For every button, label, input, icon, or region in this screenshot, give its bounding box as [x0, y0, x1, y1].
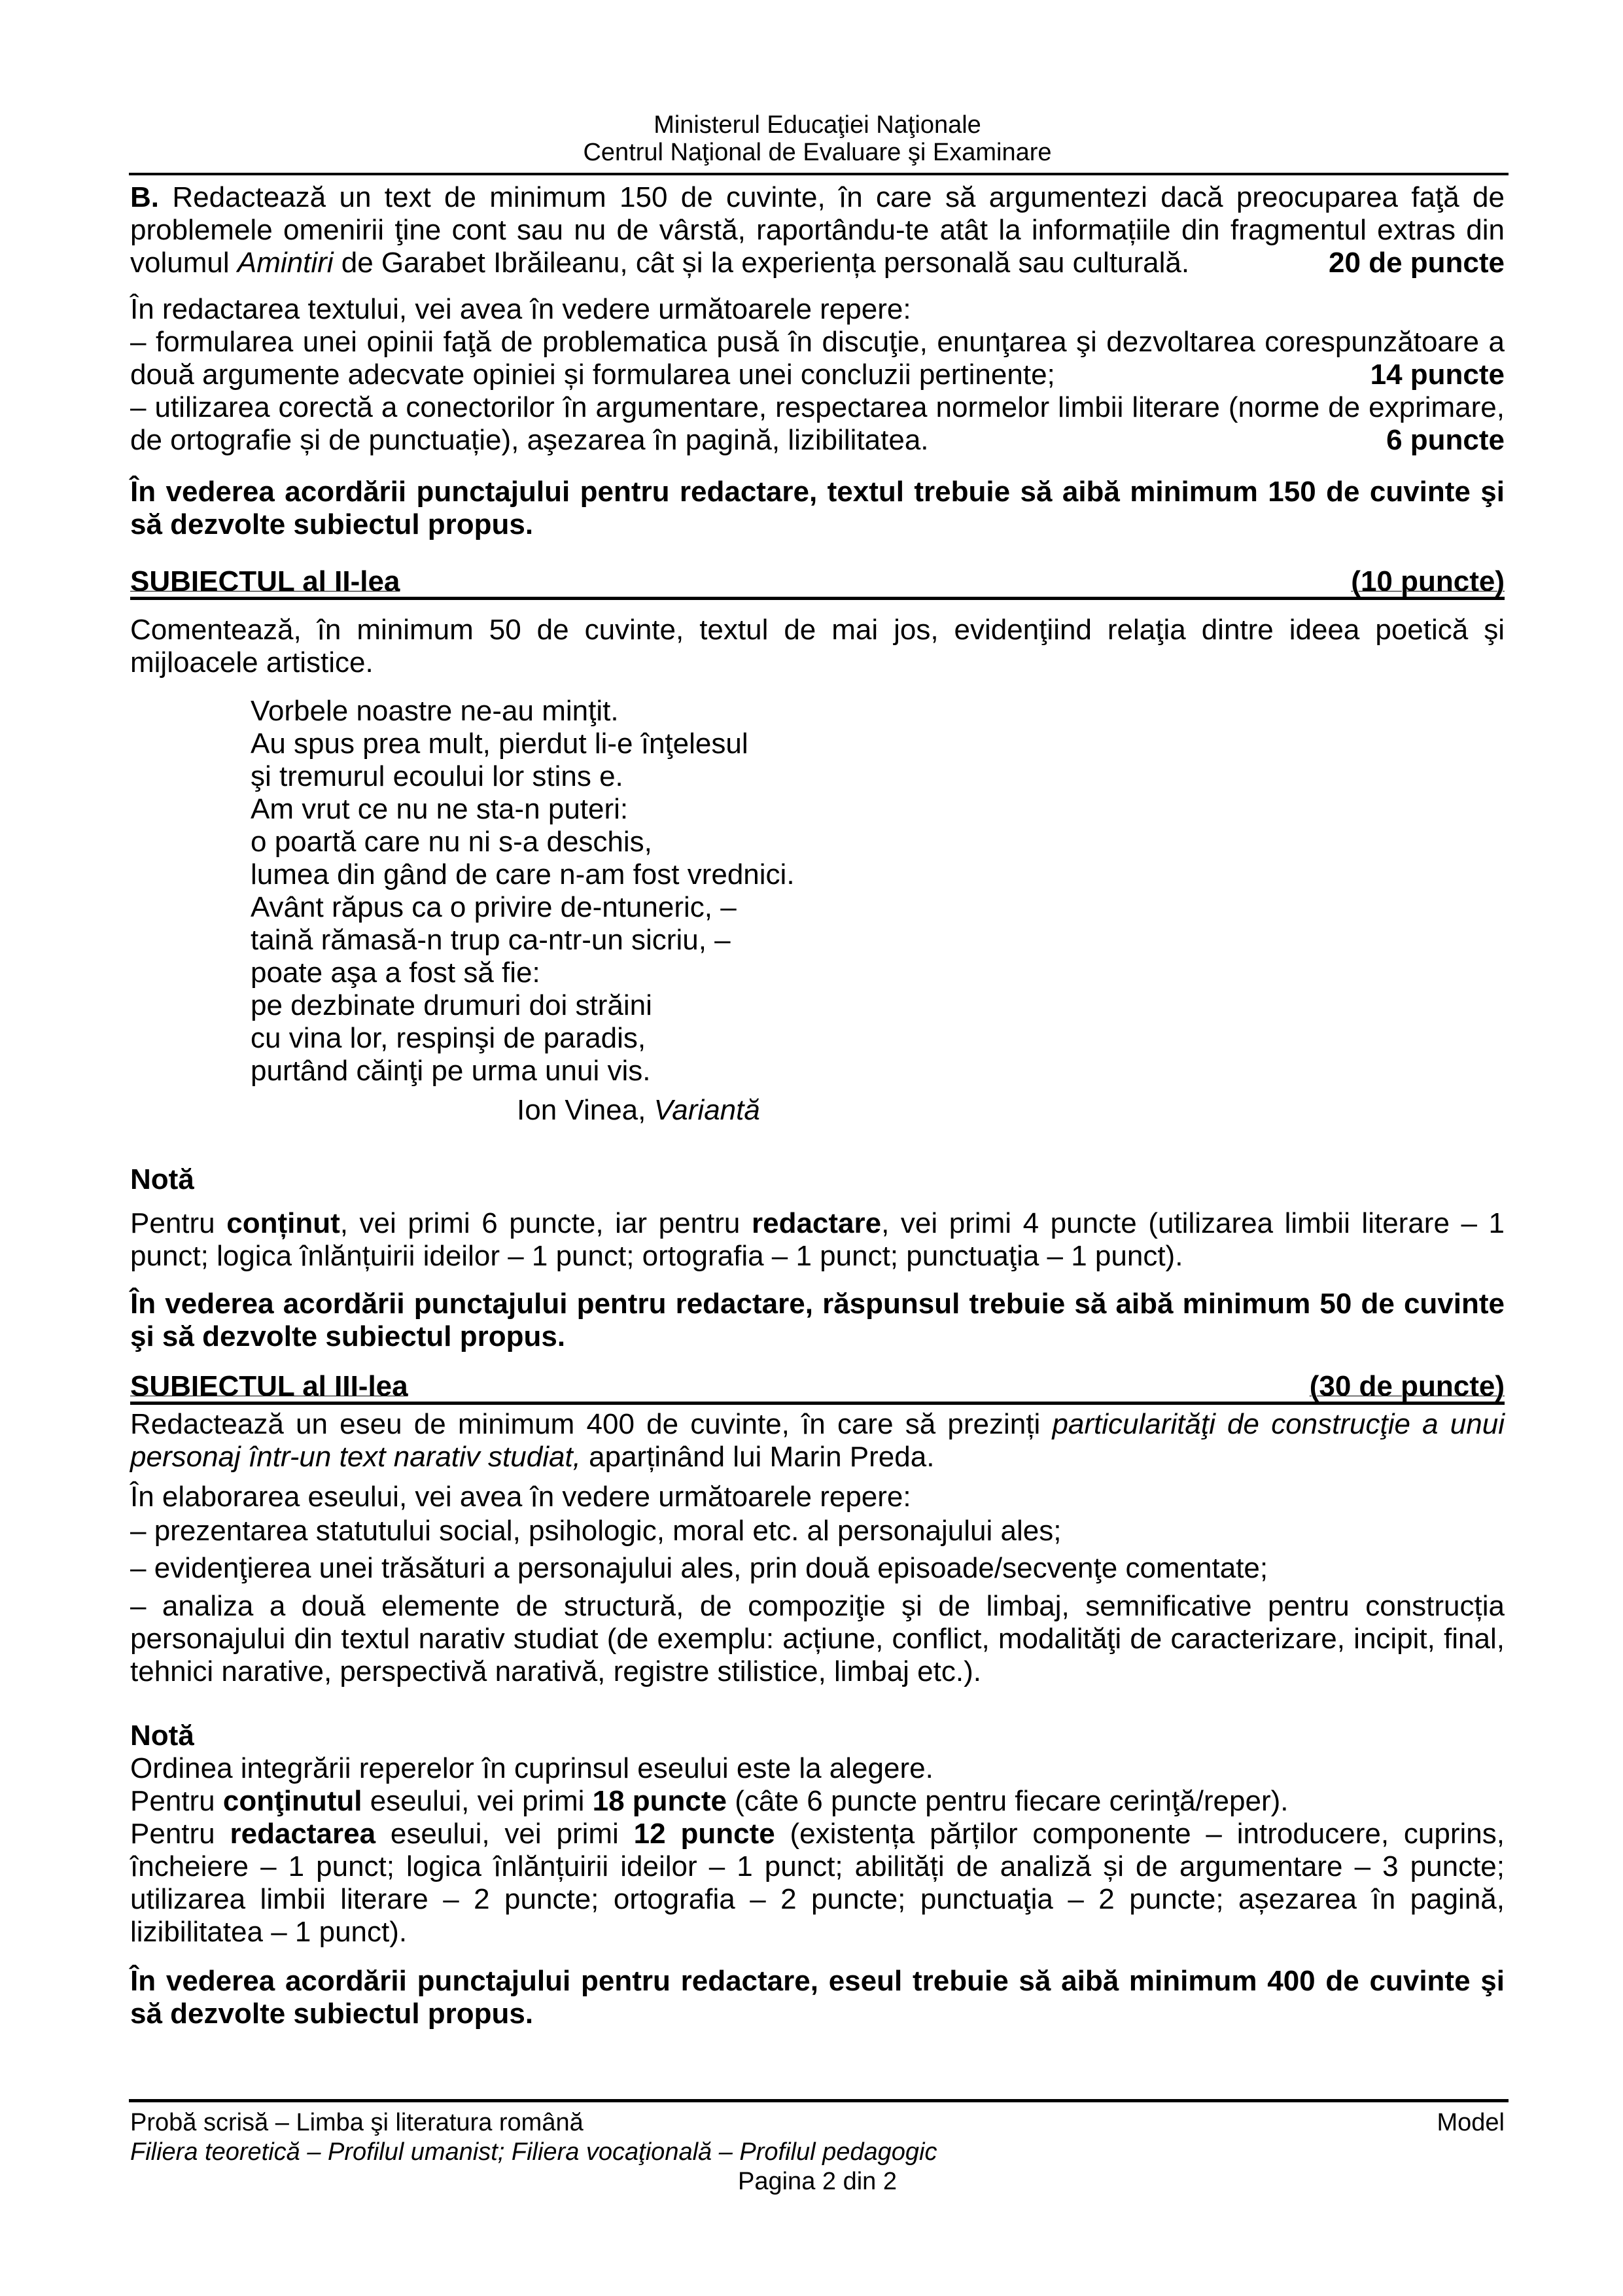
subject-2-requirement: În vederea acordării punctajului pentru redactare, răspunsul trebuie să aibă minimum 50 de cuvinte şi să dezvolte subiectul propus. — [130, 1288, 1505, 1352]
subject-2-title: SUBIECTUL al II-lea — [130, 565, 400, 597]
poem-line: o poartă care nu ni s-a deschis, — [251, 826, 652, 858]
subject-2-points: (10 puncte) — [1351, 565, 1505, 597]
part-b-requirement: În vederea acordării punctajului pentru redactare, textul trebuie să aibă minimum 150 de cuvinte şi să dezvolte subiectul propus. — [130, 476, 1505, 540]
part-b-points: 20 de puncte — [1329, 247, 1505, 279]
variant-label: Model — [1437, 2109, 1505, 2136]
poem-line: lumea din gând de care n-am fost vrednici. — [251, 858, 795, 891]
subject-3-points: (30 de puncte) — [1309, 1370, 1505, 1402]
subject-3-requirement: În vederea acordării punctajului pentru redactare, eseul trebuie să aibă minimum 400 de cuvinte şi să dezvolte subiectul propus. — [130, 1965, 1505, 2030]
poem-line: poate aşa a fost să fie: — [251, 957, 540, 989]
track-info: Filiera teoretică – Profilul umanist; Filiera vocaţională – Profilul pedagogic — [130, 2138, 937, 2166]
subject-2-note-title: Notă — [130, 1163, 194, 1195]
poem-line: taină rămasă-n trup ca-ntr-un sicriu, – — [251, 924, 731, 956]
poem-attribution — [517, 1094, 760, 1127]
part-b-prompt: B. Redactează un text de minimum 150 de cuvinte, în care să argumentezi dacă preocuparea faţă de problemele omenirii ţine cont sau nu de vârstă, raportându-te atât la informațiile din fragmentul extras din volumul Amintiri de Garabet Ibrăileanu, cât și la experiența personală sau culturală. 20 de puncte — [130, 181, 1505, 279]
poem-line: şi tremurul ecoului lor stins e. — [251, 760, 623, 792]
book-title: Amintiri — [237, 247, 334, 279]
part-b-criterion-1: – formularea unei opinii faţă de problematica pusă în discuţie, enunţarea şi dezvoltarea corespunzătoare a două argumente adecvate opiniei și formularea unei concluzii pertinente; 14 puncte — [130, 326, 1505, 391]
part-b-criterion-2: – utilizarea corectă a conectorilor în argumentare, respectarea normelor limbii literare (norme de exprimare, de ortografie și de punctuație), aşezarea în pagină, lizibilitatea. 6 puncte — [130, 391, 1505, 456]
subject-3-note-content: Pentru conţinutul eseului, vei primi 18 puncte (câte 6 puncte pentru fiecare cerinţă/reper). — [130, 1785, 1289, 1817]
subject-2-heading — [130, 567, 1505, 600]
ministry-name: Ministerul Educaţiei Naţionale — [654, 111, 981, 139]
subject-3-criterion-1: – prezentarea statutului social, psihologic, moral etc. al personajului ales; — [130, 1515, 1062, 1547]
poem-line: Am vrut ce nu ne sta-n puteri: — [251, 793, 629, 825]
header-divider — [129, 173, 1509, 175]
poem-line: Vorbele noastre ne-au minţit. — [251, 695, 619, 727]
subject-3-note-order: Ordinea integrării reperelor în cuprinsul eseului este la alegere. — [130, 1752, 934, 1784]
exam-name: Probă scrisă – Limba şi literatura română — [130, 2109, 584, 2136]
poem-line: purtând căinţi pe urma unui vis. — [251, 1055, 651, 1087]
subject-3-title: SUBIECTUL al III-lea — [130, 1370, 408, 1402]
page-number: Pagina 2 din 2 — [738, 2168, 897, 2195]
subject-3-instruction: Redactează un eseu de minimum 400 de cuvinte, în care să prezinți particularităţi de construcţie a unui personaj într-un text narativ studiat, aparținând lui Marin Preda. — [130, 1408, 1505, 1473]
part-b-label: B. — [130, 181, 159, 213]
poem-line: pe dezbinate drumuri doi străini — [251, 989, 652, 1021]
poem-line: Au spus prea mult, pierdut li-e înţelesul — [251, 728, 748, 760]
subject-3-criterion-3: – analiza a două elemente de structură, de compoziţie şi de limbaj, semnificative pentru construcția personajului din textul narativ studiat (de exemplu: acțiune, conflict, modalităţi de caracterizare, incipit, final, tehnici narative, perspectivă narativă, registre stilistice, limbaj etc.). — [130, 1590, 1505, 1687]
page-header — [130, 111, 1505, 166]
poem-author: Ion Vinea, — [517, 1094, 654, 1126]
criterion-1-points: 14 puncte — [1370, 359, 1505, 391]
page-footer — [130, 2108, 1505, 2197]
subject-3-criteria-intro: În elaborarea eseului, vei avea în vedere următoarele repere: — [130, 1481, 911, 1513]
subject-2-instruction: Comentează, în minimum 50 de cuvinte, textul de mai jos, evidenţiind relaţia dintre ideea poetică şi mijloacele artistice. — [130, 614, 1505, 679]
subject-3-heading — [130, 1371, 1505, 1405]
poem — [251, 695, 795, 1087]
subject-3-criterion-2: – evidenţierea unei trăsături a personajului ales, prin două episoade/secvenţe comentate; — [130, 1552, 1268, 1584]
subject-3-note-title: Notă — [130, 1720, 194, 1752]
subject-3-note-style: Pentru redactarea eseului, vei primi 12 puncte (existența părților componente – introducere, cuprins, încheiere – 1 punct; logica înlănțuirii ideilor – 1 punct; abilități de analiză și de argumentare – 3 puncte; utilizarea limbii literare – 2 puncte; ortografia – 2 puncte; punctuaţia – 2 puncte; așezarea în pagină, lizibilitatea – 1 punct). — [130, 1818, 1505, 1948]
criterion-2-points: 6 puncte — [1386, 424, 1505, 456]
part-b-criteria-intro: În redactarea textului, vei avea în vedere următoarele repere: — [130, 293, 911, 325]
footer-divider — [129, 2099, 1509, 2102]
center-name: Centrul Naţional de Evaluare şi Examinare — [583, 139, 1052, 166]
subject-2-note: Pentru conținut, vei primi 6 puncte, iar pentru redactare, vei primi 4 puncte (utilizarea limbii literare – 1 punct; logica înlănțuirii ideilor – 1 punct; ortografia – 1 punct; punctuaţia – 1 punct). — [130, 1207, 1505, 1272]
poem-title: Variantă — [654, 1094, 760, 1126]
poem-line: cu vina lor, respinşi de paradis, — [251, 1022, 646, 1054]
poem-line: Avânt răpus ca o privire de-ntuneric, – — [251, 891, 737, 923]
